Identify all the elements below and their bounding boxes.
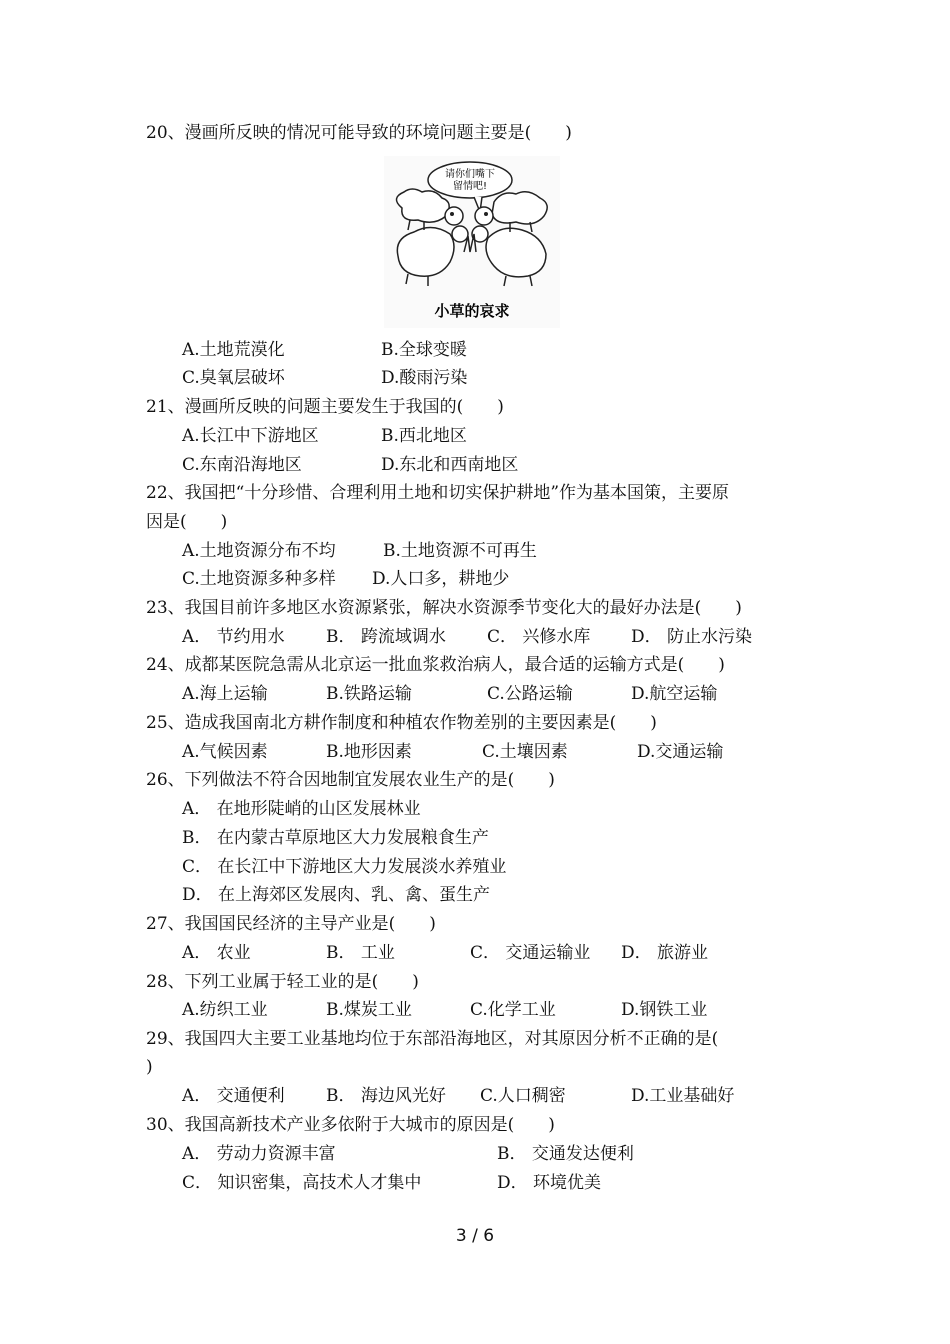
q22-option-b: B.土地资源不可再生	[383, 541, 537, 561]
q21-option-b: B.西北地区	[381, 426, 467, 446]
cartoon-caption: 小草的哀求	[434, 302, 510, 320]
q20-option-a: A.土地荒漠化	[182, 340, 285, 360]
q28-option-c: C.化学工业	[470, 1000, 556, 1020]
question-22-stem: 22、我国把“十分珍惜、合理利用土地和切实保护耕地”作为基本国策，主要原	[146, 483, 730, 503]
q22-option-c: C.土地资源多种多样	[182, 569, 336, 589]
q20-option-d: D.酸雨污染	[381, 368, 468, 388]
q28-option-b: B.煤炭工业	[326, 1000, 412, 1020]
q29-option-c: C.人口稠密	[480, 1086, 566, 1106]
q25-option-a: A.气候因素	[182, 742, 268, 762]
question-27-stem: 27、我国国民经济的主导产业是( )	[146, 914, 436, 934]
q23-option-c: C． 兴修水库	[487, 627, 591, 647]
bubble-line-1: 请你们嘴下	[445, 169, 495, 180]
q24-option-c: C.公路运输	[487, 684, 573, 704]
q28-option-d: D.钢铁工业	[621, 1000, 708, 1020]
q27-option-c: C． 交通运输业	[470, 943, 591, 963]
page-number: 3 / 6	[455, 1226, 495, 1246]
q30-option-b: B． 交通发达便利	[497, 1144, 634, 1164]
question-24-stem: 24、成都某医院急需从北京运一批血浆救治病人，最合适的运输方式是( )	[146, 655, 725, 675]
question-23-stem: 23、我国目前许多地区水资源紧张，解决水资源季节变化大的最好办法是( )	[146, 598, 742, 618]
q26-option-d: D． 在上海郊区发展肉、乳、禽、蛋生产	[182, 885, 491, 905]
q24-option-d: D.航空运输	[631, 684, 718, 704]
q30-option-c: C． 知识密集，高技术人才集中	[182, 1173, 422, 1193]
q24-option-a: A.海上运输	[182, 684, 268, 704]
q29-option-d: D.工业基础好	[631, 1086, 735, 1106]
q20-option-b: B.全球变暖	[381, 340, 467, 360]
q27-option-d: D． 旅游业	[621, 943, 709, 963]
q20-option-c: C.臭氧层破坏	[182, 368, 285, 388]
question-26-stem: 26、下列做法不符合因地制宜发展农业生产的是( )	[146, 770, 555, 790]
q24-option-b: B.铁路运输	[326, 684, 412, 704]
q30-option-a: A． 劳动力资源丰富	[182, 1144, 336, 1164]
q21-option-d: D.东北和西南地区	[381, 455, 519, 475]
q29-option-b: B． 海边风光好	[326, 1086, 446, 1106]
q28-option-a: A.纺织工业	[182, 1000, 268, 1020]
question-25-stem: 25、造成我国南北方耕作制度和种植农作物差别的主要因素是( )	[146, 713, 657, 733]
q21-option-a: A.长江中下游地区	[182, 426, 319, 446]
q22-option-a: A.土地资源分布不均	[182, 541, 336, 561]
bubble-line-2: 留情吧!	[452, 181, 488, 192]
q23-option-d: D． 防止水污染	[631, 627, 753, 647]
q25-option-b: B.地形因素	[326, 742, 412, 762]
question-29-stem: 29、我国四大主要工业基地均位于东部沿海地区，对其原因分析不正确的是(	[146, 1029, 719, 1049]
sheep-cartoon-illustration	[384, 156, 560, 328]
q27-option-a: A． 农业	[182, 943, 251, 963]
question-21-stem: 21、漫画所反映的问题主要发生于我国的( )	[146, 397, 504, 417]
q23-option-b: B． 跨流域调水	[326, 627, 446, 647]
q27-option-b: B． 工业	[326, 943, 395, 963]
q21-option-c: C.东南沿海地区	[182, 455, 302, 475]
cartoon-figure	[384, 156, 560, 328]
q30-option-d: D． 环境优美	[497, 1173, 602, 1193]
question-20-stem: 20、漫画所反映的情况可能导致的环境问题主要是( )	[146, 123, 572, 143]
question-30-stem: 30、我国高新技术产业多依附于大城市的原因是( )	[146, 1115, 555, 1135]
q29-option-a: A． 交通便利	[182, 1086, 285, 1106]
question-22-stem-cont: 因是( )	[146, 512, 228, 532]
question-29-stem-cont: )	[146, 1057, 153, 1077]
q22-option-d: D.人口多，耕地少	[372, 569, 510, 589]
q25-option-c: C.土壤因素	[482, 742, 568, 762]
q26-option-c: C． 在长江中下游地区大力发展淡水养殖业	[182, 857, 507, 877]
q25-option-d: D.交通运输	[637, 742, 724, 762]
q23-option-a: A． 节约用水	[182, 627, 285, 647]
q26-option-b: B． 在内蒙古草原地区大力发展粮食生产	[182, 828, 489, 848]
q26-option-a: A． 在地形陡峭的山区发展林业	[182, 799, 421, 819]
question-28-stem: 28、下列工业属于轻工业的是( )	[146, 972, 419, 992]
